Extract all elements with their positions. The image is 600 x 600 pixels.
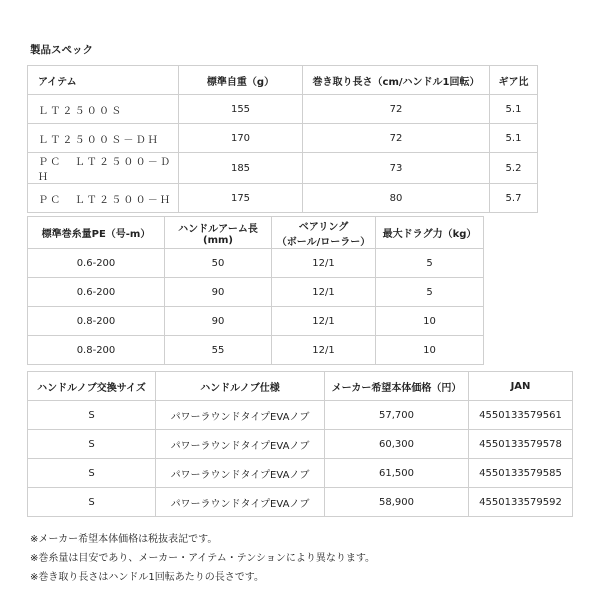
jan-value: 4550133579578 (469, 430, 573, 459)
footnote-price: ※メーカー希望本体価格は税抜表記です。 (30, 534, 218, 545)
knob-spec-value: パワーラウンドタイプEVAノブ (156, 459, 325, 488)
weight-value: 185 (179, 153, 303, 184)
knob-spec-value: パワーラウンドタイプEVAノブ (156, 488, 325, 517)
bearing-value: 12/1 (272, 307, 376, 336)
weight-value: 170 (179, 124, 303, 153)
item-name: ＬＴ２５００Ｓ－ＤＨ (28, 124, 179, 153)
spec-table (27, 65, 538, 213)
header-weight: 標準自重（g） (179, 66, 303, 95)
header-handle-length-line1: ハンドルアーム長 (178, 223, 258, 235)
footnote-retrieve-length: ※巻き取り長さはハンドル1回転あたりの長さです。 (30, 572, 264, 583)
jan-value: 4550133579585 (469, 459, 573, 488)
gear-ratio-value: 5.7 (490, 184, 538, 213)
retrieve-length-value: 72 (303, 95, 490, 124)
table-row (28, 336, 484, 365)
knob-size-value: S (28, 430, 156, 459)
table-row (28, 488, 573, 517)
line-capacity-table (27, 216, 484, 365)
jan-value: 4550133579592 (469, 488, 573, 517)
bearing-value: 12/1 (272, 249, 376, 278)
header-item: アイテム (28, 66, 179, 95)
handle-length-value: 90 (165, 278, 272, 307)
header-line-capacity-text: 標準巻糸量PE（号-m） (41, 229, 151, 240)
table-row (28, 184, 538, 213)
line-capacity-value: 0.8-200 (28, 307, 165, 336)
max-drag-value: 10 (376, 307, 484, 336)
header-price: メーカー希望本体価格（円） (325, 372, 469, 401)
table-row (28, 95, 538, 124)
weight-value: 175 (179, 184, 303, 213)
price-value: 57,700 (325, 401, 469, 430)
header-jan: JAN (469, 372, 573, 401)
item-name: ＰＣ ＬＴ２５００－ＤＨ (28, 153, 179, 184)
line-capacity-value: 0.6-200 (28, 278, 165, 307)
footnote-line-capacity: ※巻糸量は目安であり、メーカー・アイテム・テンションにより異なります。 (30, 553, 376, 564)
handle-length-value: 50 (165, 249, 272, 278)
table-row (28, 401, 573, 430)
table-row (28, 249, 484, 278)
header-handle-length-line2: (mm) (203, 234, 233, 246)
header-max-drag (376, 217, 484, 249)
price-table (27, 371, 573, 517)
max-drag-value: 5 (376, 278, 484, 307)
line-capacity-value: 0.8-200 (28, 336, 165, 365)
max-drag-value: 5 (376, 249, 484, 278)
item-name: ＬＴ２５００Ｓ (28, 95, 179, 124)
item-name: ＰＣ ＬＴ２５００－Ｈ (28, 184, 179, 213)
header-knob-size: ハンドルノブ交換サイズ (28, 372, 156, 401)
header-gear-ratio: ギア比 (490, 66, 538, 95)
header-handle-length (165, 217, 272, 249)
retrieve-length-value: 72 (303, 124, 490, 153)
weight-value: 155 (179, 95, 303, 124)
table-header-row (28, 372, 573, 401)
knob-spec-value: パワーラウンドタイプEVAノブ (156, 401, 325, 430)
table-row (28, 307, 484, 336)
knob-size-value: S (28, 459, 156, 488)
bearing-value: 12/1 (272, 278, 376, 307)
table-row (28, 124, 538, 153)
bearing-value: 12/1 (272, 336, 376, 365)
footnotes (30, 530, 375, 587)
gear-ratio-value: 5.1 (490, 95, 538, 124)
price-value: 61,500 (325, 459, 469, 488)
section-title: 製品スペック (30, 44, 93, 56)
max-drag-value: 10 (376, 336, 484, 365)
gear-ratio-value: 5.2 (490, 153, 538, 184)
header-bearing-line2: （ボール/ローラー） (276, 236, 371, 248)
table-row (28, 430, 573, 459)
table-row (28, 278, 484, 307)
knob-size-value: S (28, 488, 156, 517)
handle-length-value: 90 (165, 307, 272, 336)
table-header-row (28, 66, 538, 95)
jan-value: 4550133579561 (469, 401, 573, 430)
header-bearing (272, 217, 376, 249)
header-max-drag-text: 最大ドラグ力（kg） (382, 229, 477, 240)
table-row (28, 153, 538, 184)
header-line-capacity (28, 217, 165, 249)
gear-ratio-value: 5.1 (490, 124, 538, 153)
handle-length-value: 55 (165, 336, 272, 365)
retrieve-length-value: 80 (303, 184, 490, 213)
table-row (28, 459, 573, 488)
price-value: 58,900 (325, 488, 469, 517)
header-knob-spec: ハンドルノブ仕様 (156, 372, 325, 401)
price-value: 60,300 (325, 430, 469, 459)
header-bearing-line1: ベアリング (298, 221, 349, 233)
line-capacity-value: 0.6-200 (28, 249, 165, 278)
retrieve-length-value: 73 (303, 153, 490, 184)
header-retrieve-length: 巻き取り長さ（cm/ハンドル1回転） (303, 66, 490, 95)
knob-spec-value: パワーラウンドタイプEVAノブ (156, 430, 325, 459)
knob-size-value: S (28, 401, 156, 430)
table-header-row (28, 217, 484, 249)
